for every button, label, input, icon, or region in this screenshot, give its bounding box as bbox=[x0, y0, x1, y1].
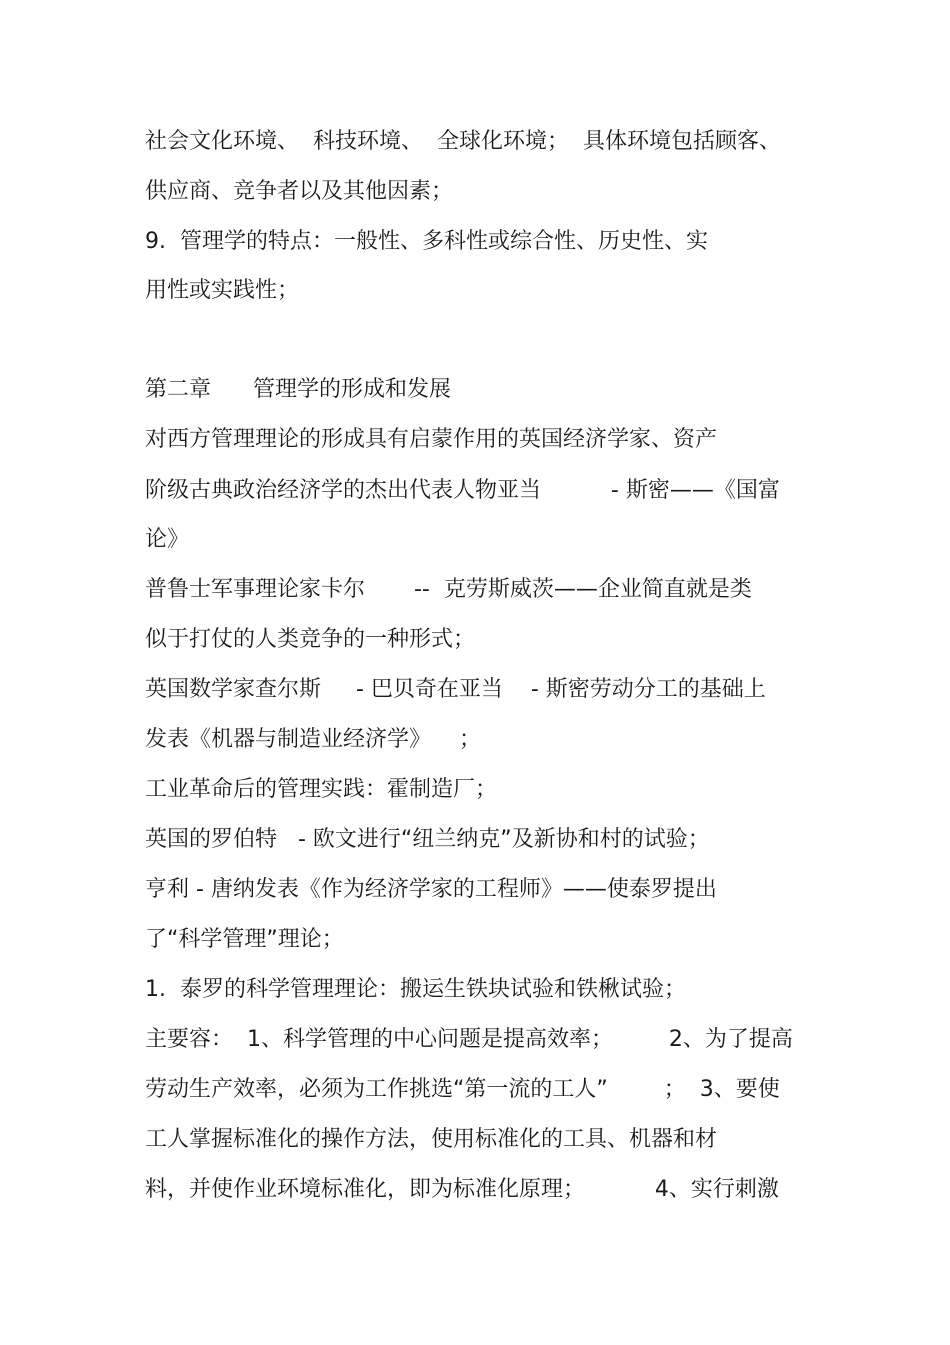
text-line: 9. 管理学的特点：一般性、多科性或综合性、历史性、实 bbox=[145, 229, 708, 254]
text-line: 1. 泰罗的科学管理理论：搬运生铁块试验和铁楸试验； bbox=[145, 977, 686, 1002]
text-line: 英国的罗伯特 - 欧文进行“纽兰纳克”及新协和村的试验； bbox=[145, 827, 710, 852]
text-line: 发表《机器与制造业经济学》 ； bbox=[145, 727, 481, 752]
text-line: 料，并使作业环境标准化，即为标准化原理； 4、实行刺激 bbox=[145, 1177, 779, 1202]
text-line: 主要容： 1、科学管理的中心问题是提高效率； 2、为了提高 bbox=[145, 1027, 793, 1052]
text-line: 劳动生产效率，必须为工作挑选“第一流的工人” ； 3、要使 bbox=[145, 1077, 780, 1102]
text-line: 社会文化环境、 科技环境、 全球化环境； 具体环境包括顾客、 bbox=[145, 129, 781, 154]
text-line: 供应商、竞争者以及其他因素； bbox=[145, 179, 454, 204]
text-line: 阶级古典政治经济学的杰出代表人物亚当 - 斯密——《国富 bbox=[145, 478, 780, 503]
chapter-heading: 第二章 管理学的形成和发展 bbox=[145, 377, 451, 402]
text-line: 论》 bbox=[145, 527, 190, 552]
text-line: 对西方管理理论的形成具有启蒙作用的英国经济学家、资产 bbox=[145, 427, 718, 452]
text-line: 工业革命后的管理实践：霍制造厂； bbox=[145, 777, 498, 802]
text-line: 用性或实践性； bbox=[145, 278, 300, 303]
text-line: 工人掌握标准化的操作方法，使用标准化的工具、机器和材 bbox=[145, 1127, 718, 1152]
text-line: 普鲁士军事理论家卡尔 -- 克劳斯威茨——企业简直就是类 bbox=[145, 577, 752, 602]
text-line: 了“科学管理”理论； bbox=[145, 927, 344, 952]
text-line: 似于打仗的人类竞争的一种形式； bbox=[145, 627, 476, 652]
text-line: 亨利 - 唐纳发表《作为经济学家的工程师》——使泰罗提出 bbox=[145, 877, 717, 902]
text-line: 英国数学家查尔斯 - 巴贝奇在亚当 - 斯密劳动分工的基础上 bbox=[145, 677, 766, 702]
